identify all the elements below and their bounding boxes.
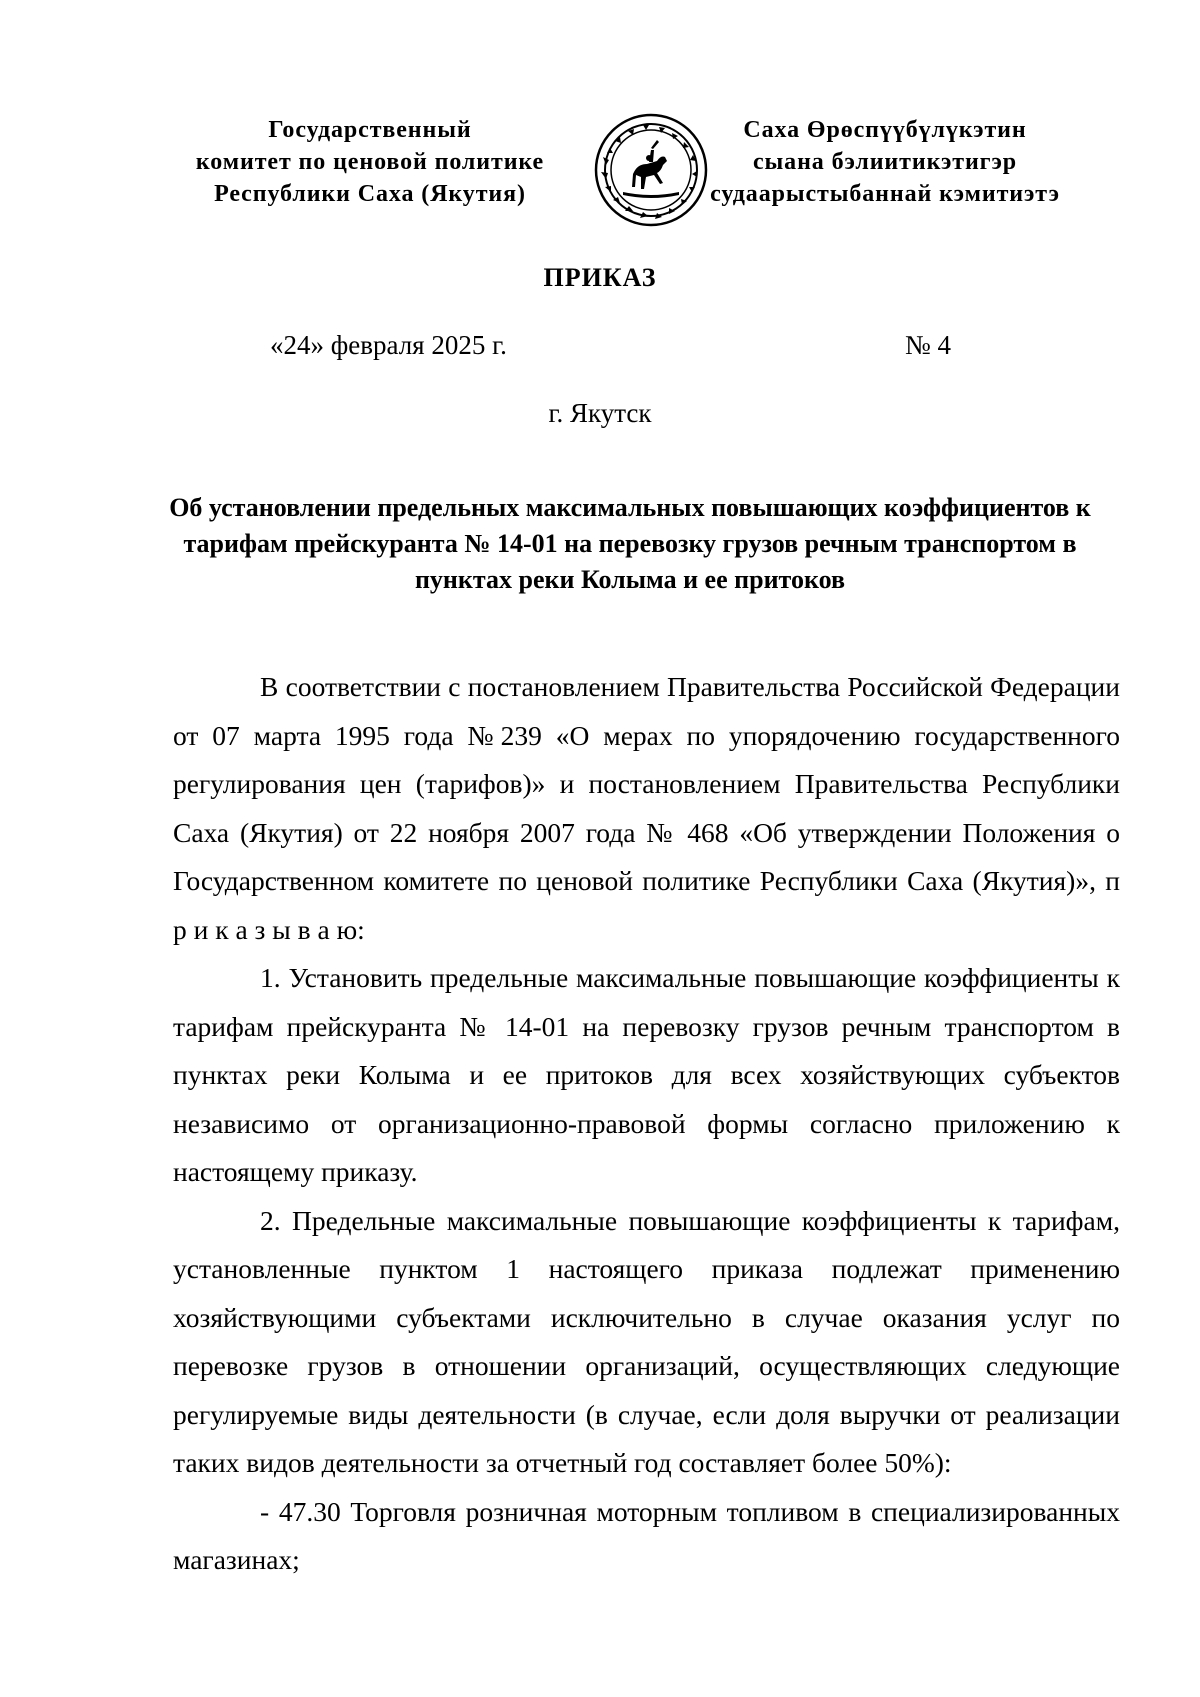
left-org-line: комитет по ценовой политике xyxy=(195,149,545,175)
document-title: ПРИКАЗ xyxy=(543,263,657,292)
preamble-paragraph: В соответствии с постановлением Правительства Российской Федерации от 07 марта 1995 года №239 «О мерах по упорядочению государственного регулирования цен (тарифов)» и постановлением Правительства Республики Саха (Якутия) от 22 ноября 2007 года № 468 «Об утверждении Положения о Государственном комитете по ценовой политике Республики Саха (Якутия)», п р и к а з ы в а ю: xyxy=(173,671,1120,945)
left-org-line: Государственный xyxy=(268,117,472,143)
document-body xyxy=(173,663,1120,1585)
document-city: г. Якутск xyxy=(548,398,652,428)
document-subject: Об установлении предельных максимальных повышающих коэффициентов к тарифам прейскуранта № 14-01 на перевозку грузов речным транспортом в пунктах реки Колыма и ее притоков xyxy=(169,493,1091,594)
left-organization-name xyxy=(160,114,580,210)
right-org-line: Саха Өрөспүүбүлүкэтин xyxy=(743,117,1027,143)
document-number: № 4 xyxy=(905,330,952,360)
right-org-line: сыана бэлиитикэтигэр xyxy=(752,149,1017,175)
left-org-line: Республики Саха (Якутия) xyxy=(214,181,526,207)
right-organization-name xyxy=(690,114,1080,210)
right-org-line: судаарыстыбаннай кэмитиэтэ xyxy=(710,181,1060,207)
activity-list-item: - 47.30 Торговля розничная моторным топливом в специализированных магазинах; xyxy=(173,1495,1120,1575)
document-date: «24» февраля 2025 г. xyxy=(270,330,507,360)
coat-of-arms-emblem-icon xyxy=(593,112,709,228)
clause-2-paragraph: 2. Предельные максимальные повышающие коэффициенты к тарифам, установленные пунктом 1 настоящего приказа подлежат применению хозяйствующими субъектами исключительно в случае оказания услуг по перевозке грузов в отношении организаций, осуществляющих следующие регулируемые виды деятельности (в случае, если доля выручки от реализации таких видов деятельности за отчетный год составляет более 50%): xyxy=(173,1204,1120,1478)
clause-1-paragraph: 1. Установить предельные максимальные повышающие коэффициенты к тарифам прейскуранта № 14-01 на перевозку грузов речным транспортом в пунктах реки Колыма и ее притоков для всех хозяйствующих субъектов независимо от организационно-правовой формы согласно приложению к настоящему приказу. xyxy=(173,962,1120,1187)
